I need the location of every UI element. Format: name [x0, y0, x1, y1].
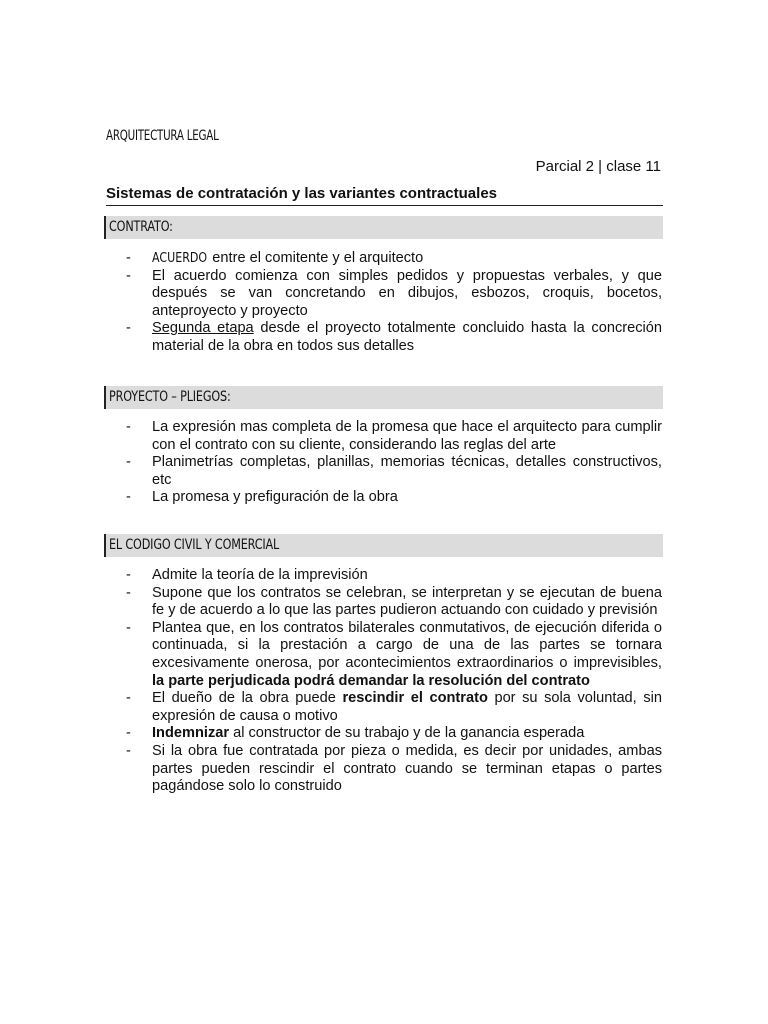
list-item-text: La promesa y prefiguración de la obra	[152, 489, 398, 506]
list-item-text: entre el comitente y el arquitecto	[208, 250, 424, 266]
list-item-text: Si la obra fue contratada por pieza o medida, es decir por unidades, ambas partes pueden rescindir el contrato cuando se terminan etapas o partes pagándose solo lo construido	[152, 742, 662, 795]
list-item	[126, 567, 662, 585]
bullet-list-contrato	[126, 250, 662, 356]
list-item	[126, 585, 662, 620]
bullet-list-codigo-civil	[126, 567, 662, 796]
list-item-text: desde el proyecto totalmente concluido hasta la concreción material de la obra en todos sus detalles	[152, 320, 662, 354]
list-item-text: El dueño de la obra puede	[152, 690, 343, 707]
list-item-bold: rescindir el contrato	[342, 690, 488, 707]
list-item	[126, 250, 662, 268]
list-item	[126, 419, 662, 454]
list-item	[126, 454, 662, 489]
section-header-proyecto-pliegos	[104, 386, 663, 409]
list-item-text: Admite la teoría de la imprevisión	[152, 567, 368, 583]
section-title: EL CODIGO CIVIL Y COMERCIAL	[109, 537, 280, 553]
section-header-contrato	[104, 216, 663, 239]
section-title: CONTRATO:	[109, 219, 173, 235]
list-item-bold: Indemnizar	[152, 725, 230, 742]
section-title: PROYECTO – PLIEGOS:	[109, 389, 231, 405]
list-item-bold: la parte perjudicada podrá demandar la resolución del contrato	[152, 672, 590, 689]
list-item-text: La expresión mas completa de la promesa que hace el arquitecto para cumplir con el contrato con su cliente, considerando las reglas del arte	[152, 419, 662, 453]
document-meta: Parcial 2 | clase 11	[535, 158, 661, 175]
list-item	[126, 620, 662, 690]
list-item	[126, 268, 662, 321]
section-header-codigo-civil	[104, 534, 663, 557]
list-item-text: Planimetrías completas, planillas, memorias técnicas, detalles constructivos, etc	[152, 454, 662, 488]
document-subtitle: Sistemas de contratación y las variantes contractuales	[106, 185, 663, 206]
list-item-text: al constructor de su trabajo y de la ganancia esperada	[229, 725, 585, 742]
list-item-text: Plantea que, en los contratos bilaterales conmutativos, de ejecución diferida o continuada, si la prestación a cargo de una de las partes se tornara excesivamente onerosa, por acontecimientos extraordinarios o imprevisibles,	[152, 619, 662, 671]
bullet-list-proyecto	[126, 419, 662, 507]
list-item	[126, 725, 662, 743]
list-item-lead: Segunda etapa	[152, 320, 254, 337]
list-item	[126, 690, 662, 725]
list-item-lead: ACUERDO	[152, 250, 208, 266]
list-item	[126, 489, 662, 507]
list-item-text: Supone que los contratos se celebran, se interpretan y se ejecutan de buena fe y de acuerdo a lo que las partes pudieron actuando con cuidado y previsión	[152, 584, 662, 619]
list-item-text: El acuerdo comienza con simples pedidos y propuestas verbales, y que después se van concretando en dibujos, esbozos, croquis, bocetos, anteproyecto y proyecto	[152, 267, 662, 319]
list-item-text: por su sola voluntad, sin expresión de causa o motivo	[152, 690, 662, 724]
list-item	[126, 320, 662, 355]
document-title: ARQUITECTURA LEGAL	[106, 128, 219, 144]
list-item	[126, 743, 662, 796]
